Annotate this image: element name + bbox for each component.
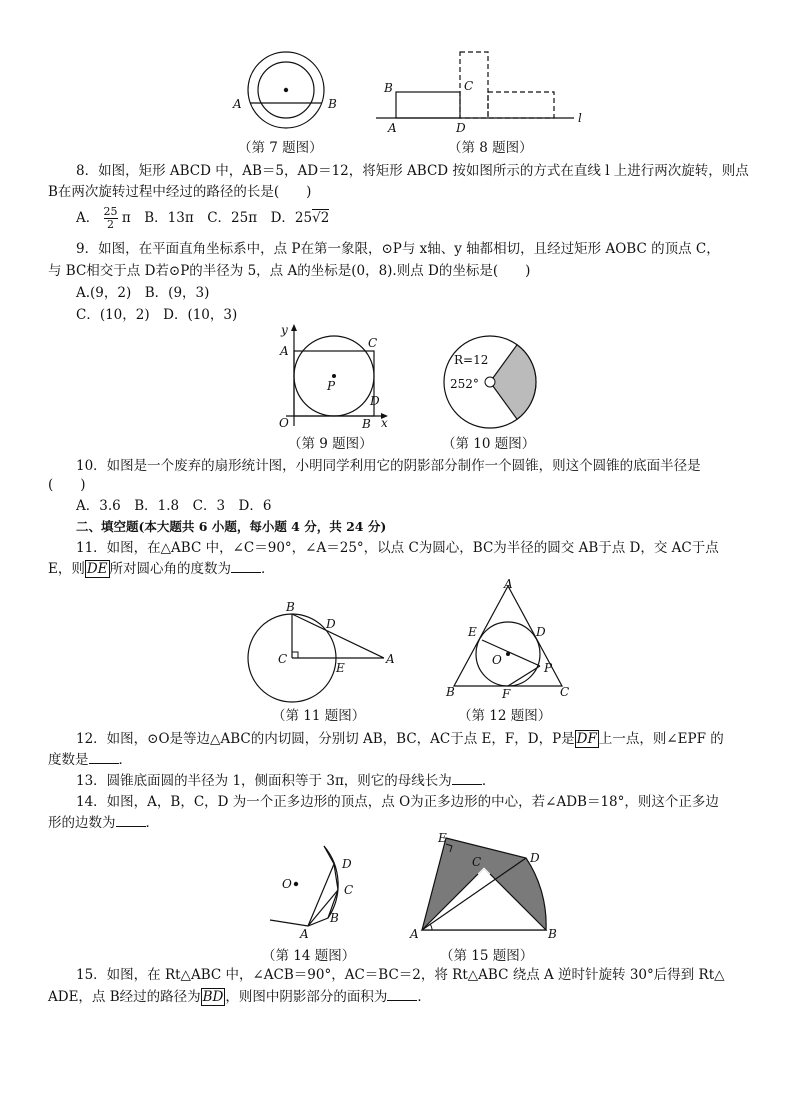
q12-arc-df: DF [576, 731, 597, 747]
fig7-label-a: A [233, 97, 242, 111]
q9-opts2: C．(10，2) D．(10，3) [76, 307, 238, 323]
fig9-label-p: P [327, 379, 336, 393]
fig14-label-c: C [344, 883, 354, 897]
q11-arc-de: DE [86, 561, 108, 577]
fig10-angle-label: 252° [450, 377, 479, 391]
q15-line1: 15．如图，在 Rt△ABC 中，∠ACB＝90°，AC＝BC＝2，将 Rt△ABC 绕点 A 逆时针旋转 30°后得到 Rt△ [76, 967, 725, 983]
fig15-label-b: B [548, 927, 557, 941]
figure-14 [268, 840, 368, 940]
fig12-label-p: P [544, 661, 553, 675]
fig11-label-a: A [386, 652, 395, 666]
fig12-label-d: D [536, 625, 546, 639]
fig10-radius-label: R=12 [454, 353, 489, 367]
section-2-heading: 二、填空题(本大题共 6 小题，每小题 4 分，共 24 分) [76, 519, 387, 534]
fig15-caption: （第 15 题图） [440, 948, 534, 964]
fig12-label-o: O [492, 653, 502, 667]
figure-12 [446, 577, 586, 701]
q15-line2: ADE，点 B经过的路径为 BD ，则图中阴影部分的面积为 ． [48, 989, 431, 1005]
q8-opt-d-root: √2 [312, 210, 330, 226]
fig9-label-a: A [280, 344, 289, 358]
fig8-label-c: C [464, 79, 474, 93]
fig9-caption: （第 9 题图） [288, 436, 373, 452]
q14-line1: 14．如图，A，B，C，D 为一个正多边形的顶点，点 O为正多边形的中心，若∠ADB＝18°，则这个正多边 [76, 794, 719, 810]
q9-line2: 与 BC相交于点 D若⊙P的半径为 5，点 A的坐标是(0，8).则点 D的坐标是( ) [48, 263, 531, 279]
q10-line2: ( ) [48, 477, 86, 493]
fig9-label-o: O [279, 416, 289, 430]
q9-line1: 9．如图，在平面直角坐标系中，点 P在第一象限，⊙P与 x轴、y 轴都相切，且经过矩形 AOBC 的顶点 C， [76, 241, 720, 257]
figure-11 [248, 600, 398, 700]
q8-opt-a-label: A． [76, 210, 100, 226]
fig12-label-a: A [504, 577, 513, 591]
fig12-label-c: C [560, 685, 570, 699]
fig12-label-b: B [446, 685, 455, 699]
q8-opt-rest: B．13π C．25π D．25 [144, 210, 313, 226]
fig11-label-d: D [326, 617, 336, 631]
fig11-label-c: C [278, 652, 288, 666]
q8-line1: 8．如图，矩形 ABCD 中，AB＝5，AD＝12，将矩形 ABCD 按如图所示的方式在直线 l 上进行两次旋转，则点 [76, 163, 749, 179]
q12-line2: 度数是 ． [48, 752, 132, 768]
q8-line2: B在两次旋转过程中经过的路径的长是( ) [48, 184, 312, 200]
fig15-label-e: E [438, 831, 447, 845]
q15-answer-blank [387, 988, 417, 1001]
fig14-label-a: A [300, 927, 309, 941]
fig9-label-b: B [362, 417, 371, 431]
fig14-caption: （第 14 题图） [262, 948, 356, 964]
q13-answer-blank [452, 772, 482, 785]
figure-9 [276, 322, 396, 432]
q11-line2: E，则 DE 所对圆心角的度数为 ． [48, 561, 275, 577]
fig12-caption: （第 12 题图） [458, 708, 552, 724]
q11-answer-blank [231, 560, 261, 573]
fig12-label-e: E [468, 625, 477, 639]
q14-answer-blank [116, 814, 146, 827]
fig14-label-d: D [342, 857, 352, 871]
fig15-label-c: C [472, 855, 482, 869]
fig12-label-f: F [502, 687, 511, 701]
figure-8 [376, 50, 596, 135]
fig11-label-e: E [336, 661, 345, 675]
q15-arc-bd: BD [202, 989, 224, 1005]
q8-options [76, 206, 329, 231]
fig8-caption: （第 8 题图） [448, 140, 533, 156]
fig15-label-d: D [530, 851, 540, 865]
fig8-label-a: A [388, 121, 397, 135]
q12-line1: 12．如图，⊙O是等边△ABC的内切圆，分别切 AB，BC，AC于点 E，F，D，P是 DF 上一点，则∠EPF 的 [76, 731, 724, 747]
fig7-label-b: B [328, 97, 337, 111]
q9-opts1: A.(9，2) B．(9，3) [76, 285, 210, 301]
fig9-label-y: y [281, 323, 288, 337]
figure-7 [228, 48, 348, 128]
fig10-caption: （第 10 题图） [442, 436, 536, 452]
q12-answer-blank [89, 751, 119, 764]
q8-opt-a-fraction: $\frac{25}{2}$ [103, 205, 118, 231]
figure-10 [440, 332, 550, 432]
fig14-label-b: B [330, 911, 339, 925]
q8-opt-a-pi: π [121, 210, 131, 226]
fig8-label-l: l [578, 111, 582, 125]
fig11-caption: （第 11 题图） [272, 708, 366, 724]
q10-options: A．3.6 B．1.8 C．3 D．6 [76, 498, 272, 514]
q10-line1: 10．如图是一个废弃的扇形统计图，小明同学利用它的阴影部分制作一个圆锥，则这个圆锥的底面半径是 [76, 458, 701, 474]
fig14-label-o: O [282, 877, 292, 891]
fig8-label-b: B [384, 81, 393, 95]
figure-15 [408, 830, 568, 940]
fig9-label-c: C [368, 336, 378, 350]
fig11-label-b: B [286, 600, 295, 614]
fig9-label-d: D [370, 394, 380, 408]
fig15-label-a: A [410, 927, 419, 941]
fig9-label-x: x [381, 416, 388, 430]
fig8-label-d: D [456, 121, 466, 135]
q14-line2: 形的边数为 ． [48, 815, 159, 831]
q11-line1: 11．如图，在△ABC 中，∠C＝90°，∠A＝25°，以点 C为圆心，BC为半径的圆交 AB于点 D，交 AC于点 [76, 540, 719, 556]
fig7-caption: （第 7 题图） [238, 140, 323, 156]
q13-line: 13．圆锥底面圆的半径为 1，侧面积等于 3π，则它的母线长为 ． [76, 773, 496, 789]
